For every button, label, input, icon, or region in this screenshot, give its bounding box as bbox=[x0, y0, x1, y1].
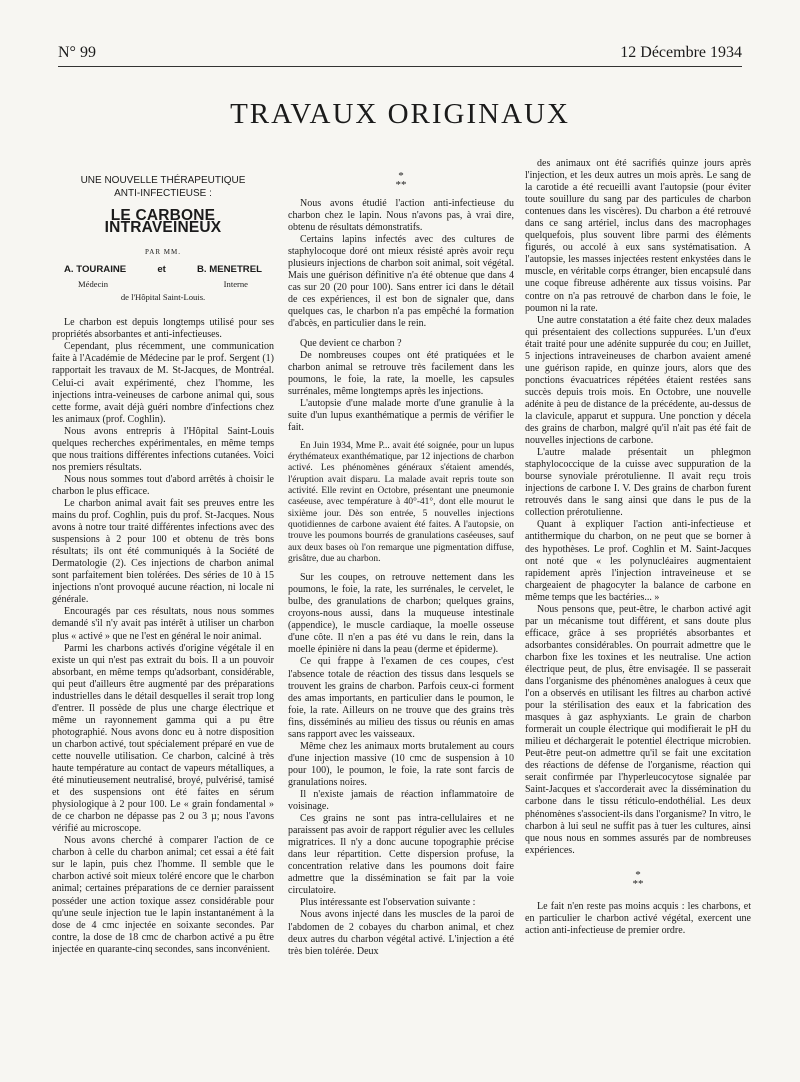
supertitle-line-2: ANTI-INFECTIEUSE : bbox=[114, 188, 212, 199]
paragraph: Nous nous sommes tout d'abord arrêtés à choisir le charbon le plus efficace. bbox=[52, 473, 274, 497]
column-3-body bbox=[525, 158, 751, 937]
paragraph: des animaux ont été sacrifiés quinze jours après l'injection, et les deux autres un mois après. Le sang de la carotide a été recueilli avant l'autopsie (pour éviter toute souillure du sang par des particules de charbon contenues dans les viscères). Du charbon a été retrouvé dans ce sang artériel, inclus dans des macrophages quelquefois, plus souvent libre parmi des éléments figurés, ou accolé à eux sans systématisation. A l'autopsie, les masses injectées restent enkystées dans le muscle, en véritable corps étranger, bien encapsulé dans une coque fibreuse adhérente aux tissus voisins. Par contre on n'a pas retrouvé de charbon dans le foie, le poumon ni la rate. bbox=[525, 158, 751, 314]
role-1: Médecin bbox=[78, 279, 109, 290]
column-1-body bbox=[52, 317, 274, 955]
paragraph: De nombreuses coupes ont été pratiquées et le charbon animal se retrouve très facilement dans les poumons, le foie, la rate, la moelle, les capsules surrénales, même longtemps après les injections. bbox=[288, 349, 514, 397]
paragraph: Parmi les charbons activés d'origine végétale il en existe un qui n'est pas extrait du bois. Il a un pouvoir absorbant, en même temps qu'adsorbant, considérable, qui peut d'ailleurs être augmenté par des préparations industrielles dans le détail desquelles il serait trop long d'entrer. Il possède de plus une charge électrique et même un rayonnement gamma qui a pu être photographié. Nous avons donc eu à notre disposition un charbon activé, tout spécialement préparé en vue de cette nouvelle utilisation. Ce charbon, calciné à très haute température au contact de vapeurs métalliques, a été minutieusement neutralisé, broyé, pulvérisé, tamisé et des suspensions ont été faites en sérum physiologique à 2 pour 100. Le « grain fondamental » de ce charbon ne dépasse pas 2 ou 3 µ; nous l'avons vérifié au microscope. bbox=[52, 642, 274, 835]
paragraph: Il n'existe jamais de réaction inflammatoire de voisinage. bbox=[288, 789, 514, 813]
paragraph: Sur les coupes, on retrouve nettement dans les poumons, le foie, la rate, les surrénales, le cervelet, le bulbe, des granulations de charbon; quelques grains, croyons-nous aussi, dans la muqueuse intestinale (appendice), le muscle cardiaque, la moelle osseuse d'une côte. Il n'en a pas été vu dans le rein, dans la moelle épinière ni dans la peau (derme et épiderme). bbox=[288, 572, 514, 656]
paragraph: L'autopsie d'une malade morte d'une granulie à la suite d'un lupus exanthématique a permis de vérifier le fait. bbox=[288, 397, 514, 433]
column-2-body bbox=[288, 198, 514, 958]
paragraph: Une autre constatation a été faite chez deux malades qui présentaient des collections suppurées. L'un d'eux était traité pour une adénite suppurée du cou; en Juillet, 5 injections intraveineuses de charbon avaient amené une guérison rapide, en quinze jours, alors que des ponctions évacuatrices répétées étaient restées sans succès depuis trois mois. En Octobre, une nouvelle adénite à peu de distance de la précédente, au-dessus de la clavicule, apparut et suppura. Une ponction y décela des grains de charbon, malgré qu'il n'ait pas été fait de nouvelles injections de carbone. bbox=[525, 314, 751, 447]
role-2: Interne bbox=[223, 279, 248, 290]
paragraph: Même chez les animaux morts brutalement au cours d'une injection massive (10 cmc de suspension à 10 pour 100), le poumon, le foie, la rate sont farcis de granulations noires. bbox=[288, 740, 514, 788]
paragraph: Ce qui frappe à l'examen de ces coupes, c'est l'absence totale de réaction des tissus dans lesquels se trouvent les grains de charbon. Parfois ceux-ci forment des amas importants, en particulier dans le poumon, le foie, la rate. Ailleurs on ne trouve que des grains très fins, disséminés au milieu des tissus ou réunis en amas sans rapport avec les vaisseaux. bbox=[288, 656, 514, 740]
author-roles bbox=[52, 278, 274, 290]
issue-date: 12 Décembre 1934 bbox=[620, 44, 742, 61]
paragraph: L'autre malade présentait un phlegmon staphylococcique de la cuisse avec suppuration de la bourse synoviale prérotulienne. Il avait reçu trois injections de carbone I. V. Des grains de charbon furent retrouvés dans le sang ainsi que dans le pus de la collection prérotulienne. bbox=[525, 447, 751, 519]
supertitle-line-1: UNE NOUVELLE THÉRAPEUTIQUE bbox=[80, 175, 246, 186]
header-rule bbox=[58, 66, 742, 67]
paragraph: Ces grains ne sont pas intra-cellulaires et ne paraissent pas avoir de rapport régulier avec les cellules migratrices. Il n'y a donc aucune topographie précise dans leur répartition. Cette dispersion profuse, la concentration relative dans les poumons doit faire admettre que la dissémination se fait par la voie circulatoire. bbox=[288, 813, 514, 897]
section-title: TRAVAUX ORIGINAUX bbox=[230, 98, 570, 130]
paragraph: Encouragés par ces résultats, nous nous sommes demandé s'il n'y avait pas intérêt à utiliser un charbon plus « activé » que ne l'est en général le noir animal. bbox=[52, 606, 274, 642]
column-3 bbox=[525, 158, 751, 1065]
paragraph: Le fait n'en reste pas moins acquis : les charbons, et en particulier le charbon activé végétal, exercent une action anti-infectieuse de premier ordre. bbox=[525, 900, 751, 936]
paragraph: Le charbon est depuis longtemps utilisé pour ses propriétés absorbantes et anti-infectieuses. bbox=[52, 317, 274, 341]
section-stars: * ** bbox=[395, 170, 407, 191]
paragraph: En Juin 1934, Mme P... avait été soignée, pour un lupus érythémateux exanthématique, par 12 injections de charbon activé. Les phénomènes généraux s'étaient amendés, l'éruption avait disparu. La malade avait repris toute son activité. Elle revint en Octobre, présentant une pneumonie caséeuse, avec température à 40°-41°, dont elle mourut le sixième jour. Dès son entrée, 5 nouvelles injections quotidiennes de carbone avaient été faites. A l'autopsie, on trouve les poumons bourrés de granulations caséeuses, sauf aux deux bases où l'on remarque une pigmentation diffuse, grisâtre, due au charbon. bbox=[288, 440, 514, 564]
column-2 bbox=[288, 170, 514, 1065]
paragraph: Plus intéressante est l'observation suivante : bbox=[300, 897, 476, 909]
paragraph: Certains lapins infectés avec des cultures de staphylocoque doré ont mieux résisté après avoir reçu plusieurs injections de charbon soit animal, soit végétal. Mais une guérison définitive n'a été obtenue que dans 4 cas sur 20 (20 pour 100). Sans entrer ici dans le détail de ces expériences, il est bon de signaler que, dans quelques cas, le charbon n'a pas empêché la formation d'abcès, en particulier dans le rein. bbox=[288, 234, 514, 330]
column-1 bbox=[52, 170, 274, 1065]
author-2: B. MENETREL bbox=[196, 264, 262, 276]
paragraph: Nous avons étudié l'action anti-infectieuse du charbon chez le lapin. Nous n'avons pas, à vrai dire, obtenu de résultats démonstratifs. bbox=[288, 198, 514, 234]
paragraph: Nous avons cherché à comparer l'action de ce charbon à celle du charbon animal; cet essai a été fait sur le lapin, puis chez l'homme. Il semble que le charbon activé soit mieux toléré encore que le charbon animal; certaines préparations de ce dernier paraissent posséder une action toxique assez considérable pour qu'une seule injection tue le lapin instantanément à la dose de 4 cmc injectée en soixante secondes. Par contre, la dose de 18 cmc de charbon activé a pu être injectée en quarante-cinq secondes, sans inconvénient. bbox=[52, 835, 274, 955]
author-1: A. TOURAINE bbox=[64, 264, 127, 276]
paragraph: Nous avons entrepris à l'Hôpital Saint-Louis quelques recherches expérimentales, en même temps que nous traitions différentes infections cutanées. Voici nos premiers résultats. bbox=[52, 425, 274, 473]
paragraph: Cependant, plus récemment, une communication faite à l'Académie de Médecine par le prof. Sergent (1) rapportait les travaux de M. St-Jacques, de Montréal. Celui-ci avait expérimenté, chez l'homme, les injections intra-veineuses de carbone animal qui, sous cette forme, avait déjà guéri nombre d'infections chez les animaux (prof. Coghlin). bbox=[52, 341, 274, 425]
paragraph: Que devient ce charbon ? bbox=[300, 337, 402, 349]
article-title: LE CARBONE INTRAVEINEUX bbox=[104, 207, 222, 237]
affiliation: de l'Hôpital Saint-Louis. bbox=[120, 292, 206, 303]
paragraph: Quant à expliquer l'action anti-infectieuse et antithermique du charbon, on ne peut que se borner à des hypothèses. Le prof. Coghlin et M. Saint-Jacques ont noté que « les polynucléaires augmentaient rapidement après l'injection intraveineuse et se chargeaient de phagocyter la balance de carbone en même temps que les bactéries... » bbox=[525, 519, 751, 603]
authors-line bbox=[52, 264, 274, 276]
closing-stars: * ** bbox=[632, 868, 644, 890]
article-supertitle bbox=[52, 174, 274, 200]
paragraph: Nous avons injecté dans les muscles de la paroi de l'abdomen de 2 cobayes du charbon animal, et chez deux autres du charbon végétal activé. L'injection a été très bien tolérée. Deux bbox=[288, 909, 514, 957]
issue-number: N° 99 bbox=[58, 44, 96, 61]
paragraph: Le charbon animal avait fait ses preuves entre les mains du prof. Coghlin, puis du prof. St-Jacques. Nous avons à notre tour traité différentes infections avec des suspensions à 2 pour 100 et obtenu de très bons résultats; ils ont été communiqués à la Société de Dermatologie (2). Ces injections de charbon animal sont parfaitement bien tolérées. Des séries de 10 à 15 injections n'ont provoqué aucune réaction, ni locale ni générale. bbox=[52, 497, 274, 606]
author-conjunction: et bbox=[157, 264, 166, 276]
byline-par: PAR MM. bbox=[145, 248, 181, 257]
paragraph: Nous pensons que, peut-être, le charbon activé agit par un mécanisme tout différent, et sans doute plus efficace, grâce à ses propriétés absorbantes et adsorbantes considérables. On pourrait admettre que le charbon fixe les toxines et les neutralise. Une action électrique peut, de plus, être envisagée. Il se passerait dans l'organisme des phénomènes analogues à ceux que l'on a observés en utilisant les filtres au charbon activé pour la stérilisation des eaux et la fabrication des masques à gaz asphyxiants. Le grain de charbon formerait un couple électrique qui modifierait le pH du milieu et déchargerait le potentiel électrique microbien. Peut-être peut-on admettre qu'il se fait une excitation des réactions de défense de l'organisme, réaction qui serait confirmée par l'hyperleucocytose signalée par Saint-Jacques et s'accorderait avec la dissémination du carbone dans le tissu réticulo-endothélial. Les deux phénomènes s'associent-ils dans l'organisme? In vitro, le charbon à lui seul ne suffit pas à tuer les cultures, ainsi que nous nous en sommes assurés par de nombreuses expériences. bbox=[525, 603, 751, 856]
